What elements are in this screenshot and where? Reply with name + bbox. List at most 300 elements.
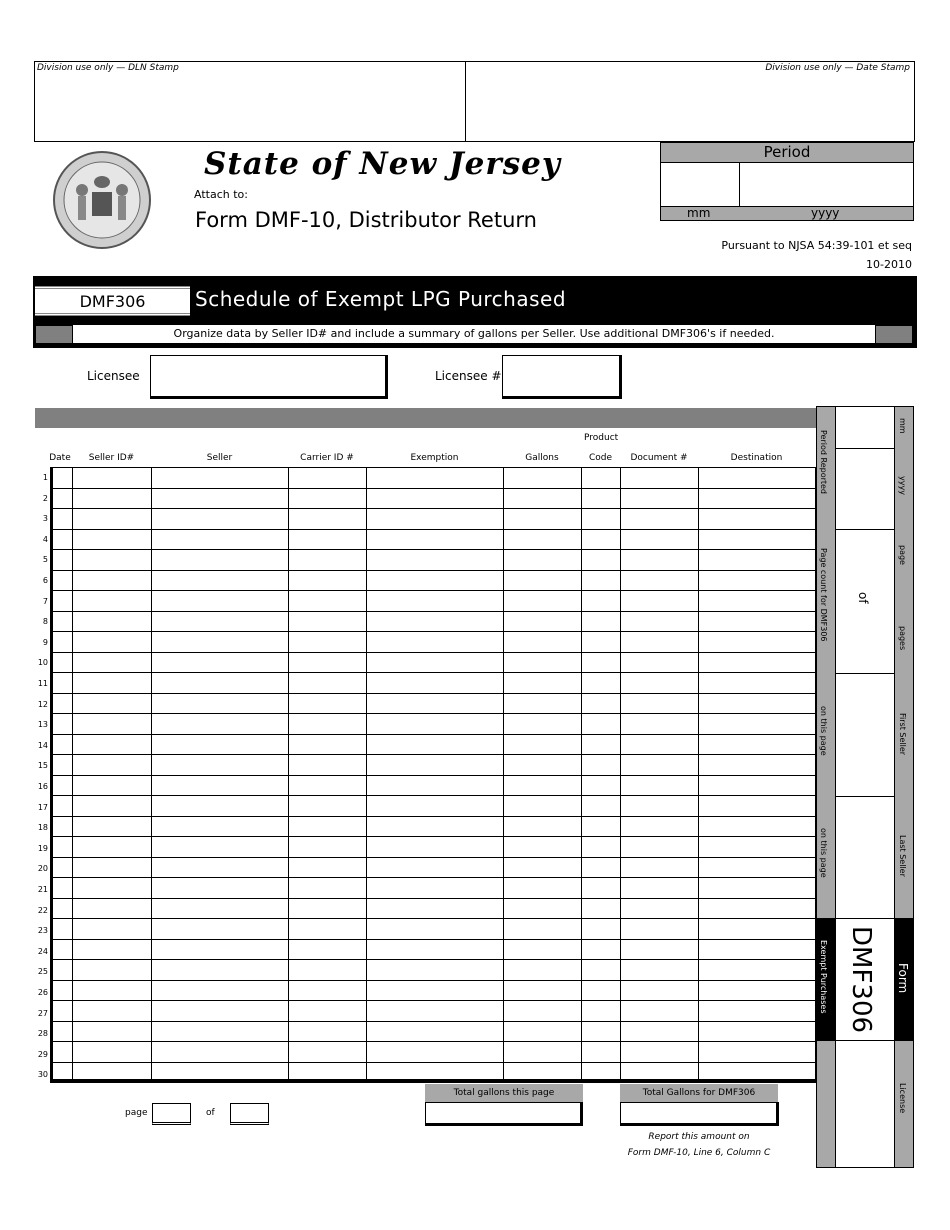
table-cell[interactable] xyxy=(289,755,367,776)
period-mm-field[interactable] xyxy=(660,162,740,207)
table-cell[interactable] xyxy=(582,611,621,632)
table-row xyxy=(53,468,816,489)
table-row xyxy=(53,796,816,817)
table-cell[interactable] xyxy=(289,714,367,735)
side-period-mm-field[interactable] xyxy=(835,406,895,449)
table-cell[interactable] xyxy=(152,488,289,509)
revision-date: 10-2010 xyxy=(866,258,912,271)
table-cell[interactable] xyxy=(699,632,816,653)
table-cell[interactable] xyxy=(289,468,367,489)
table-cell[interactable] xyxy=(699,652,816,673)
table-cell[interactable] xyxy=(504,919,582,940)
total-form-field[interactable] xyxy=(620,1102,779,1126)
table-cell[interactable] xyxy=(699,673,816,694)
table-cell[interactable] xyxy=(504,673,582,694)
banner-title: Schedule of Exempt LPG Purchased xyxy=(195,287,567,311)
side-form-code: DMF306 xyxy=(846,926,876,1034)
table-cell[interactable] xyxy=(621,1042,699,1063)
table-cell[interactable] xyxy=(152,734,289,755)
table-cell[interactable] xyxy=(621,1001,699,1022)
table-cell[interactable] xyxy=(582,632,621,653)
table-cell[interactable] xyxy=(367,591,504,612)
table-cell[interactable] xyxy=(504,632,582,653)
table-cell[interactable] xyxy=(289,509,367,530)
table-cell[interactable] xyxy=(582,919,621,940)
table-cell[interactable] xyxy=(73,734,152,755)
table-cell[interactable] xyxy=(582,509,621,530)
table-cell[interactable] xyxy=(152,550,289,571)
table-cell[interactable] xyxy=(621,570,699,591)
table-cell[interactable] xyxy=(73,775,152,796)
table-cell[interactable] xyxy=(504,509,582,530)
table-cell[interactable] xyxy=(504,837,582,858)
table-cell[interactable] xyxy=(367,980,504,1001)
table-cell[interactable] xyxy=(152,468,289,489)
state-seal-icon xyxy=(52,150,152,250)
table-cell[interactable] xyxy=(53,529,73,550)
table-cell[interactable] xyxy=(73,816,152,837)
table-cell[interactable] xyxy=(152,837,289,858)
table-cell[interactable] xyxy=(152,960,289,981)
table-cell[interactable] xyxy=(504,1042,582,1063)
table-row xyxy=(53,673,816,694)
table-cell[interactable] xyxy=(699,775,816,796)
table-cell[interactable] xyxy=(621,611,699,632)
table-cell[interactable] xyxy=(621,509,699,530)
table-cell[interactable] xyxy=(73,693,152,714)
table-cell[interactable] xyxy=(53,775,73,796)
table-cell[interactable] xyxy=(582,734,621,755)
table-cell[interactable] xyxy=(73,673,152,694)
table-cell[interactable] xyxy=(582,755,621,776)
table-cell[interactable] xyxy=(504,939,582,960)
table-cell[interactable] xyxy=(73,919,152,940)
table-cell[interactable] xyxy=(73,468,152,489)
table-cell[interactable] xyxy=(582,857,621,878)
table-cell[interactable] xyxy=(699,960,816,981)
table-cell[interactable] xyxy=(53,755,73,776)
table-cell[interactable] xyxy=(367,1001,504,1022)
table-cell[interactable] xyxy=(621,980,699,1001)
table-cell[interactable] xyxy=(53,919,73,940)
table-cell[interactable] xyxy=(152,673,289,694)
table-cell[interactable] xyxy=(621,714,699,735)
table-cell[interactable] xyxy=(152,714,289,735)
table-cell[interactable] xyxy=(73,1001,152,1022)
table-cell[interactable] xyxy=(699,611,816,632)
table-cell[interactable] xyxy=(152,1021,289,1042)
date-stamp-label: Division use only — Date Stamp xyxy=(765,63,910,73)
table-cell[interactable] xyxy=(53,878,73,899)
table-cell[interactable] xyxy=(289,488,367,509)
table-cell[interactable] xyxy=(504,755,582,776)
table-cell[interactable] xyxy=(289,878,367,899)
table-cell[interactable] xyxy=(582,980,621,1001)
table-cell[interactable] xyxy=(699,509,816,530)
total-page-header xyxy=(425,1084,583,1102)
table-cell[interactable] xyxy=(152,509,289,530)
table-cell[interactable] xyxy=(367,1042,504,1063)
table-cell[interactable] xyxy=(53,673,73,694)
table-cell[interactable] xyxy=(582,837,621,858)
table-cell[interactable] xyxy=(53,714,73,735)
table-cell[interactable] xyxy=(699,1001,816,1022)
table-cell[interactable] xyxy=(367,755,504,776)
table-cell[interactable] xyxy=(504,488,582,509)
side-first-seller: First Seller xyxy=(898,713,907,756)
table-cell[interactable] xyxy=(621,898,699,919)
table-row xyxy=(53,734,816,755)
table-cell[interactable] xyxy=(289,960,367,981)
table-cell[interactable] xyxy=(53,550,73,571)
table-cell[interactable] xyxy=(289,1042,367,1063)
table-cell[interactable] xyxy=(699,939,816,960)
footer-page-field[interactable] xyxy=(152,1103,191,1125)
table-cell[interactable] xyxy=(582,1021,621,1042)
table-cell[interactable] xyxy=(73,714,152,735)
table-cell[interactable] xyxy=(53,468,73,489)
table-cell[interactable] xyxy=(152,529,289,550)
table-cell[interactable] xyxy=(367,550,504,571)
period-yyyy-label: yyyy xyxy=(811,206,840,220)
table-cell[interactable] xyxy=(73,960,152,981)
table-cell[interactable] xyxy=(73,529,152,550)
table-cell[interactable] xyxy=(582,652,621,673)
table-cell[interactable] xyxy=(699,1021,816,1042)
table-cell[interactable] xyxy=(621,632,699,653)
row-number: 1 xyxy=(42,473,48,482)
table-cell[interactable] xyxy=(504,734,582,755)
table-cell[interactable] xyxy=(504,816,582,837)
table-cell[interactable] xyxy=(289,939,367,960)
table-cell[interactable] xyxy=(582,939,621,960)
table-cell[interactable] xyxy=(73,939,152,960)
table-cell[interactable] xyxy=(699,837,816,858)
table-cell[interactable] xyxy=(289,673,367,694)
table-cell[interactable] xyxy=(699,693,816,714)
table-cell[interactable] xyxy=(53,632,73,653)
table-cell[interactable] xyxy=(582,960,621,981)
table-cell[interactable] xyxy=(504,550,582,571)
table-cell[interactable] xyxy=(367,816,504,837)
table-cell[interactable] xyxy=(504,714,582,735)
table-cell[interactable] xyxy=(582,878,621,899)
table-row xyxy=(53,1021,816,1042)
table-cell[interactable] xyxy=(699,550,816,571)
table-cell[interactable] xyxy=(504,775,582,796)
row-number: 13 xyxy=(37,720,48,730)
table-cell[interactable] xyxy=(53,816,73,837)
table-cell[interactable] xyxy=(73,652,152,673)
table-cell[interactable] xyxy=(289,796,367,817)
table-cell[interactable] xyxy=(504,857,582,878)
table-cell[interactable] xyxy=(53,1021,73,1042)
table-cell[interactable] xyxy=(53,734,73,755)
table-cell[interactable] xyxy=(367,775,504,796)
table-cell[interactable] xyxy=(699,529,816,550)
table-cell[interactable] xyxy=(504,652,582,673)
table-cell[interactable] xyxy=(289,837,367,858)
licensee-label: Licensee xyxy=(87,369,140,383)
table-cell[interactable] xyxy=(504,529,582,550)
table-cell[interactable] xyxy=(367,734,504,755)
side-first-seller-field[interactable] xyxy=(835,673,895,797)
table-cell[interactable] xyxy=(53,1042,73,1063)
table-cell[interactable] xyxy=(152,857,289,878)
table-cell[interactable] xyxy=(699,878,816,899)
table-cell[interactable] xyxy=(152,919,289,940)
table-cell[interactable] xyxy=(152,898,289,919)
table-cell[interactable] xyxy=(699,570,816,591)
table-cell[interactable] xyxy=(73,550,152,571)
table-cell[interactable] xyxy=(152,652,289,673)
table-cell[interactable] xyxy=(621,652,699,673)
table-cell[interactable] xyxy=(53,488,73,509)
table-cell[interactable] xyxy=(582,693,621,714)
table-cell[interactable] xyxy=(53,960,73,981)
table-cell[interactable] xyxy=(367,570,504,591)
table-cell[interactable] xyxy=(289,652,367,673)
table-cell[interactable] xyxy=(621,550,699,571)
table-cell[interactable] xyxy=(152,775,289,796)
table-cell[interactable] xyxy=(367,652,504,673)
form-reference: Form DMF-10, Distributor Return xyxy=(195,208,537,232)
table-cell[interactable] xyxy=(367,898,504,919)
table-cell[interactable] xyxy=(582,550,621,571)
table-row xyxy=(53,960,816,981)
table-cell[interactable] xyxy=(152,755,289,776)
table-cell[interactable] xyxy=(73,591,152,612)
table-cell[interactable] xyxy=(582,570,621,591)
table-cell[interactable] xyxy=(152,693,289,714)
table-cell[interactable] xyxy=(73,898,152,919)
table-cell[interactable] xyxy=(504,878,582,899)
table-cell[interactable] xyxy=(53,796,73,817)
row-number: 5 xyxy=(42,555,48,565)
table-row xyxy=(53,488,816,509)
table-cell[interactable] xyxy=(289,570,367,591)
table-cell[interactable] xyxy=(621,837,699,858)
table-cell[interactable] xyxy=(504,1001,582,1022)
table-cell[interactable] xyxy=(504,980,582,1001)
table-cell[interactable] xyxy=(621,1021,699,1042)
table-cell[interactable] xyxy=(367,693,504,714)
table-cell[interactable] xyxy=(621,919,699,940)
table-cell[interactable] xyxy=(582,488,621,509)
table-cell[interactable] xyxy=(73,570,152,591)
table-cell[interactable] xyxy=(73,980,152,1001)
table-cell[interactable] xyxy=(152,816,289,837)
table-cell[interactable] xyxy=(504,468,582,489)
table-cell[interactable] xyxy=(621,878,699,899)
table-cell[interactable] xyxy=(289,632,367,653)
table-cell[interactable] xyxy=(367,488,504,509)
table-cell[interactable] xyxy=(152,980,289,1001)
table-cell[interactable] xyxy=(582,816,621,837)
table-cell[interactable] xyxy=(582,468,621,489)
table-cell[interactable] xyxy=(289,1001,367,1022)
table-cell[interactable] xyxy=(367,1021,504,1042)
table-cell[interactable] xyxy=(73,796,152,817)
table-cell[interactable] xyxy=(367,673,504,694)
table-cell[interactable] xyxy=(582,673,621,694)
table-cell[interactable] xyxy=(699,734,816,755)
table-cell[interactable] xyxy=(367,796,504,817)
table-cell[interactable] xyxy=(73,611,152,632)
table-cell[interactable] xyxy=(152,796,289,817)
table-cell[interactable] xyxy=(367,509,504,530)
table-cell[interactable] xyxy=(53,837,73,858)
table-cell[interactable] xyxy=(699,488,816,509)
table-cell[interactable] xyxy=(53,652,73,673)
side-period-yyyy-field[interactable] xyxy=(835,448,895,530)
table-cell[interactable] xyxy=(621,960,699,981)
table-cell[interactable] xyxy=(699,755,816,776)
total-page-field[interactable] xyxy=(425,1102,583,1126)
side-of: of xyxy=(856,592,870,604)
table-cell[interactable] xyxy=(582,775,621,796)
table-cell[interactable] xyxy=(699,591,816,612)
table-cell[interactable] xyxy=(621,529,699,550)
table-cell[interactable] xyxy=(621,755,699,776)
table-cell[interactable] xyxy=(699,919,816,940)
table-cell[interactable] xyxy=(73,755,152,776)
table-cell[interactable] xyxy=(367,857,504,878)
table-cell[interactable] xyxy=(504,611,582,632)
table-cell[interactable] xyxy=(289,550,367,571)
table-cell[interactable] xyxy=(367,632,504,653)
table-cell[interactable] xyxy=(152,611,289,632)
table-cell[interactable] xyxy=(621,488,699,509)
table-cell[interactable] xyxy=(152,1001,289,1022)
table-cell[interactable] xyxy=(699,714,816,735)
table-cell[interactable] xyxy=(367,919,504,940)
table-cell[interactable] xyxy=(53,898,73,919)
table-row xyxy=(53,570,816,591)
table-cell[interactable] xyxy=(73,632,152,653)
side-form-label: Form xyxy=(896,963,910,994)
table-cell[interactable] xyxy=(621,816,699,837)
table-cell[interactable] xyxy=(621,591,699,612)
table-cell[interactable] xyxy=(621,775,699,796)
table-cell[interactable] xyxy=(367,468,504,489)
row-number: 2 xyxy=(42,493,48,503)
table-cell[interactable] xyxy=(504,591,582,612)
table-cell[interactable] xyxy=(152,591,289,612)
table-cell[interactable] xyxy=(53,693,73,714)
table-cell[interactable] xyxy=(73,509,152,530)
table-cell[interactable] xyxy=(621,673,699,694)
table-cell[interactable] xyxy=(53,939,73,960)
table-cell[interactable] xyxy=(504,1021,582,1042)
table-cell[interactable] xyxy=(699,1042,816,1063)
table-cell[interactable] xyxy=(289,816,367,837)
table-cell[interactable] xyxy=(582,1042,621,1063)
table-cell[interactable] xyxy=(582,796,621,817)
table-cell[interactable] xyxy=(504,960,582,981)
table-cell[interactable] xyxy=(289,1021,367,1042)
table-cell[interactable] xyxy=(504,898,582,919)
table-cell[interactable] xyxy=(289,693,367,714)
table-cell[interactable] xyxy=(582,529,621,550)
table-cell[interactable] xyxy=(582,591,621,612)
table-cell[interactable] xyxy=(582,1001,621,1022)
table-cell[interactable] xyxy=(289,611,367,632)
table-cell[interactable] xyxy=(53,857,73,878)
side-last-seller-field[interactable] xyxy=(835,796,895,919)
table-cell[interactable] xyxy=(73,488,152,509)
table-cell[interactable] xyxy=(504,796,582,817)
table-cell[interactable] xyxy=(289,898,367,919)
table-cell[interactable] xyxy=(152,939,289,960)
table-cell[interactable] xyxy=(582,714,621,735)
table-cell[interactable] xyxy=(53,509,73,530)
table-cell[interactable] xyxy=(289,529,367,550)
table-cell[interactable] xyxy=(289,734,367,755)
licensee-number-field[interactable] xyxy=(502,355,622,399)
table-cell[interactable] xyxy=(621,857,699,878)
footer-pages-field[interactable] xyxy=(230,1103,269,1125)
licensee-name-field[interactable] xyxy=(150,355,388,399)
table-cell[interactable] xyxy=(367,878,504,899)
row-number: 27 xyxy=(37,1008,48,1018)
table-cell[interactable] xyxy=(289,919,367,940)
table-cell[interactable] xyxy=(699,898,816,919)
table-cell[interactable] xyxy=(367,529,504,550)
table-cell[interactable] xyxy=(73,857,152,878)
table-cell[interactable] xyxy=(367,611,504,632)
table-cell[interactable] xyxy=(53,591,73,612)
table-cell[interactable] xyxy=(367,714,504,735)
side-license-field[interactable] xyxy=(835,1040,895,1168)
table-cell[interactable] xyxy=(152,570,289,591)
table-cell[interactable] xyxy=(699,796,816,817)
table-cell[interactable] xyxy=(582,898,621,919)
table-cell[interactable] xyxy=(699,816,816,837)
period-yyyy-field[interactable] xyxy=(739,162,914,207)
table-cell[interactable] xyxy=(152,632,289,653)
table-cell[interactable] xyxy=(73,837,152,858)
table-cell[interactable] xyxy=(152,878,289,899)
table-cell[interactable] xyxy=(621,693,699,714)
table-cell[interactable] xyxy=(621,468,699,489)
table-cell[interactable] xyxy=(621,796,699,817)
table-cell[interactable] xyxy=(53,1001,73,1022)
table-cell[interactable] xyxy=(367,939,504,960)
table-cell[interactable] xyxy=(621,734,699,755)
table-cell[interactable] xyxy=(367,960,504,981)
table-cell[interactable] xyxy=(289,857,367,878)
table-cell[interactable] xyxy=(73,878,152,899)
table-cell[interactable] xyxy=(367,837,504,858)
table-cell[interactable] xyxy=(73,1042,152,1063)
row-number: 6 xyxy=(42,576,48,585)
table-cell[interactable] xyxy=(699,468,816,489)
table-cell[interactable] xyxy=(289,980,367,1001)
table-cell[interactable] xyxy=(504,693,582,714)
table-cell[interactable] xyxy=(73,1021,152,1042)
table-cell[interactable] xyxy=(53,570,73,591)
table-cell[interactable] xyxy=(699,857,816,878)
table-cell[interactable] xyxy=(289,775,367,796)
table-cell[interactable] xyxy=(53,980,73,1001)
table-cell[interactable] xyxy=(53,611,73,632)
table-cell[interactable] xyxy=(152,1042,289,1063)
table-cell[interactable] xyxy=(621,939,699,960)
table-cell[interactable] xyxy=(504,570,582,591)
table-cell[interactable] xyxy=(699,980,816,1001)
table-cell[interactable] xyxy=(289,591,367,612)
